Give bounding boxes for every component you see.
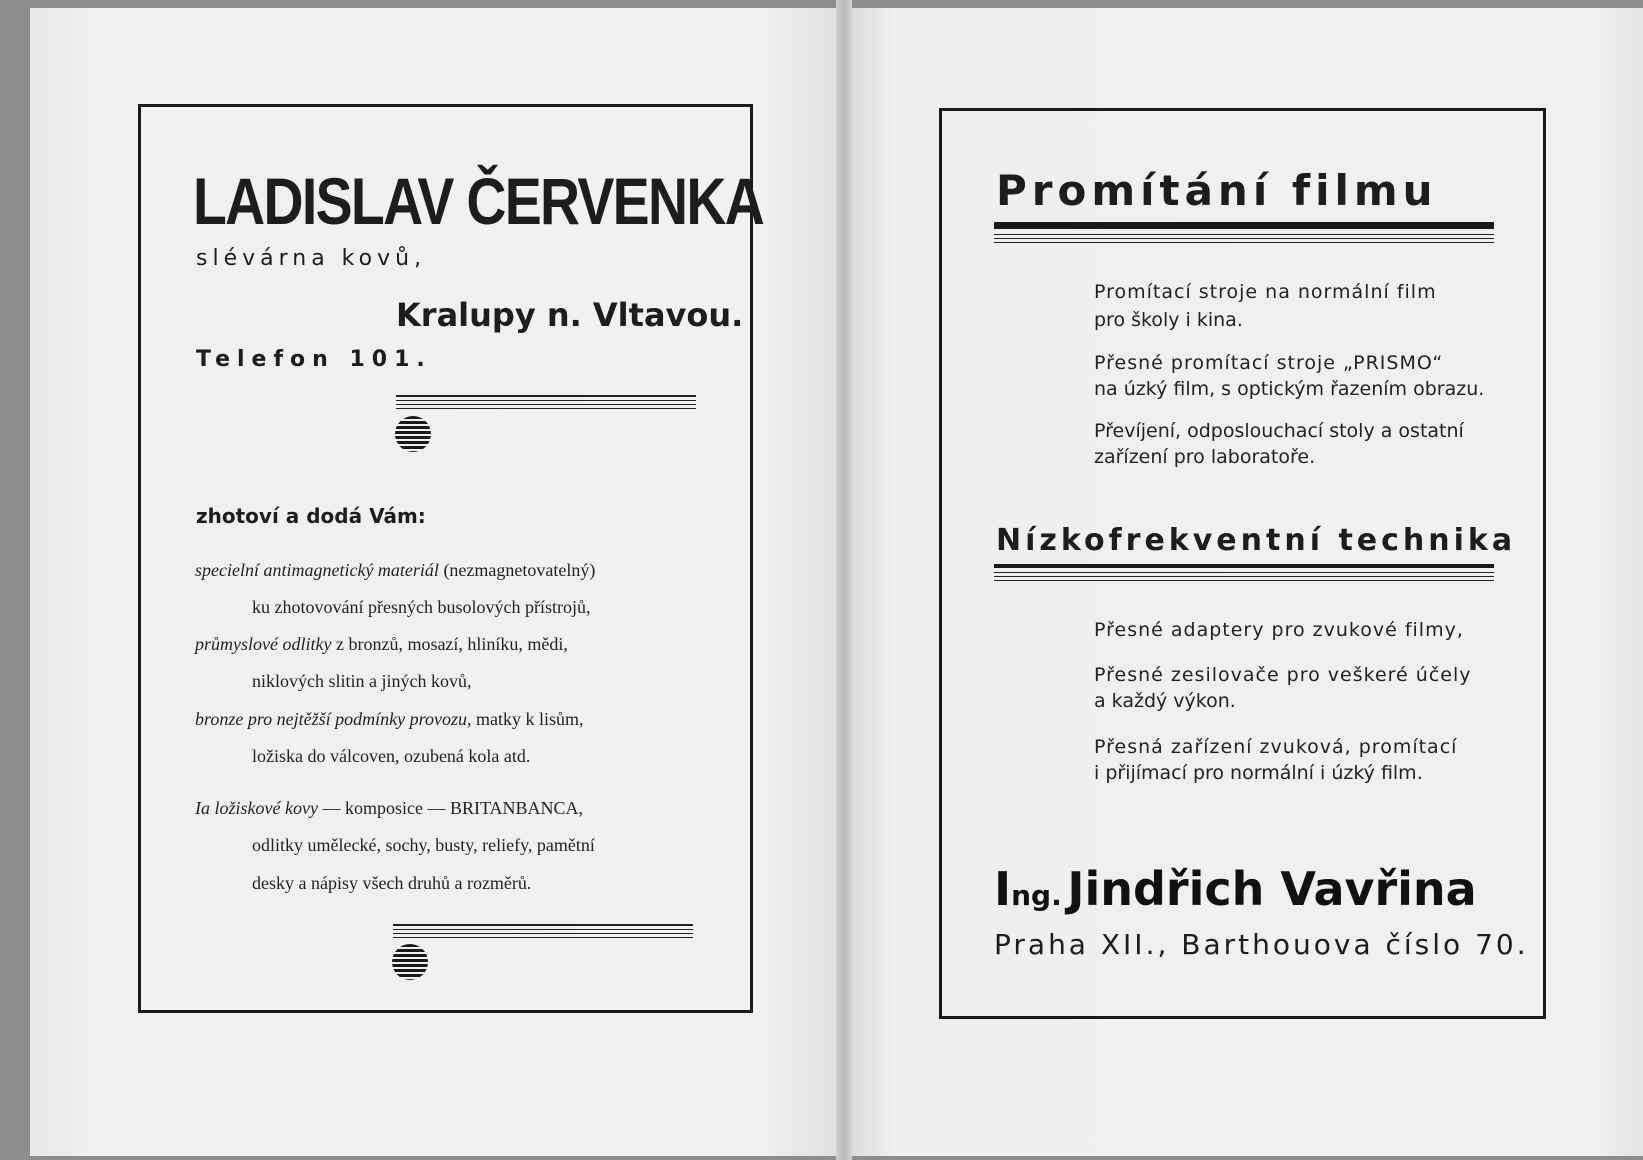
offer-line: specielní antimagnetický materiál (nezmagnetovatelný) (195, 560, 596, 580)
ad-subtitle: Nízkofrekventní technika (996, 523, 1517, 558)
offer-line: průmyslové odlitky z bronzů, mosazí, hliníku, mědi, (195, 634, 568, 654)
striped-disc-ornament (392, 944, 428, 980)
section1-line: Promítací stroje na normální film (1094, 281, 1437, 303)
ad-title: Promítání filmu (996, 166, 1438, 215)
section1-line: Převíjení, odposlouchací stoly a ostatní (1094, 420, 1464, 442)
section2-line: Přesné adaptery pro zvukové filmy, (1094, 619, 1464, 641)
striped-disc-ornament (395, 416, 431, 452)
engineer-name: Ing. Jindřich Vavřina (994, 862, 1477, 916)
decorative-rules-top (396, 395, 696, 412)
subtitle-rules (994, 572, 1494, 584)
company-name: LADISLAV ČERVENKA (193, 164, 764, 238)
section1-line: pro školy i kina. (1094, 309, 1243, 331)
book-gutter (836, 0, 852, 1160)
section2-line: Přesná zařízení zvuková, promítací (1094, 736, 1458, 758)
offer-line: niklových slitin a jiných kovů, (252, 671, 472, 691)
subtitle-underline (994, 564, 1494, 568)
offer-line: odlitky umělecké, sochy, busty, reliefy, pamětní (252, 835, 595, 855)
offer-line: ložiska do válcoven, ozubená kola atd. (252, 746, 531, 766)
company-subtitle: slévárna kovů, (196, 246, 427, 271)
offer-line: desky a nápisy všech druhů a rozměrů. (252, 873, 532, 893)
decorative-rules-bottom (393, 924, 693, 941)
company-city: Kralupy n. Vltavou. (396, 296, 744, 334)
offer-line: ku zhotovování přesných busolových přístrojů, (252, 597, 591, 617)
title-underline (994, 222, 1494, 229)
title-rules (994, 234, 1494, 246)
engineer-address: Praha XII., Barthouova číslo 70. (994, 928, 1529, 961)
section1-line: na úzký film, s optickým řazením obrazu. (1094, 378, 1485, 400)
section2-line: i přijímací pro normální i úzký film. (1094, 762, 1423, 784)
offer-line: Ia ložiskové kovy — komposice — BRITANBANCA, (195, 798, 584, 818)
section1-line: Přesné promítací stroje „PRISMO“ (1094, 352, 1444, 374)
offer-heading: zhotoví a dodá Vám: (196, 504, 426, 528)
section2-line: a každý výkon. (1094, 690, 1236, 712)
offer-line: bronze pro nejtěžší podmínky provozu, matky k lisům, (195, 709, 584, 729)
company-phone: Telefon 101. (196, 347, 432, 372)
section2-line: Přesné zesilovače pro veškeré účely (1094, 664, 1472, 686)
section1-line: zařízení pro laboratoře. (1094, 446, 1316, 468)
